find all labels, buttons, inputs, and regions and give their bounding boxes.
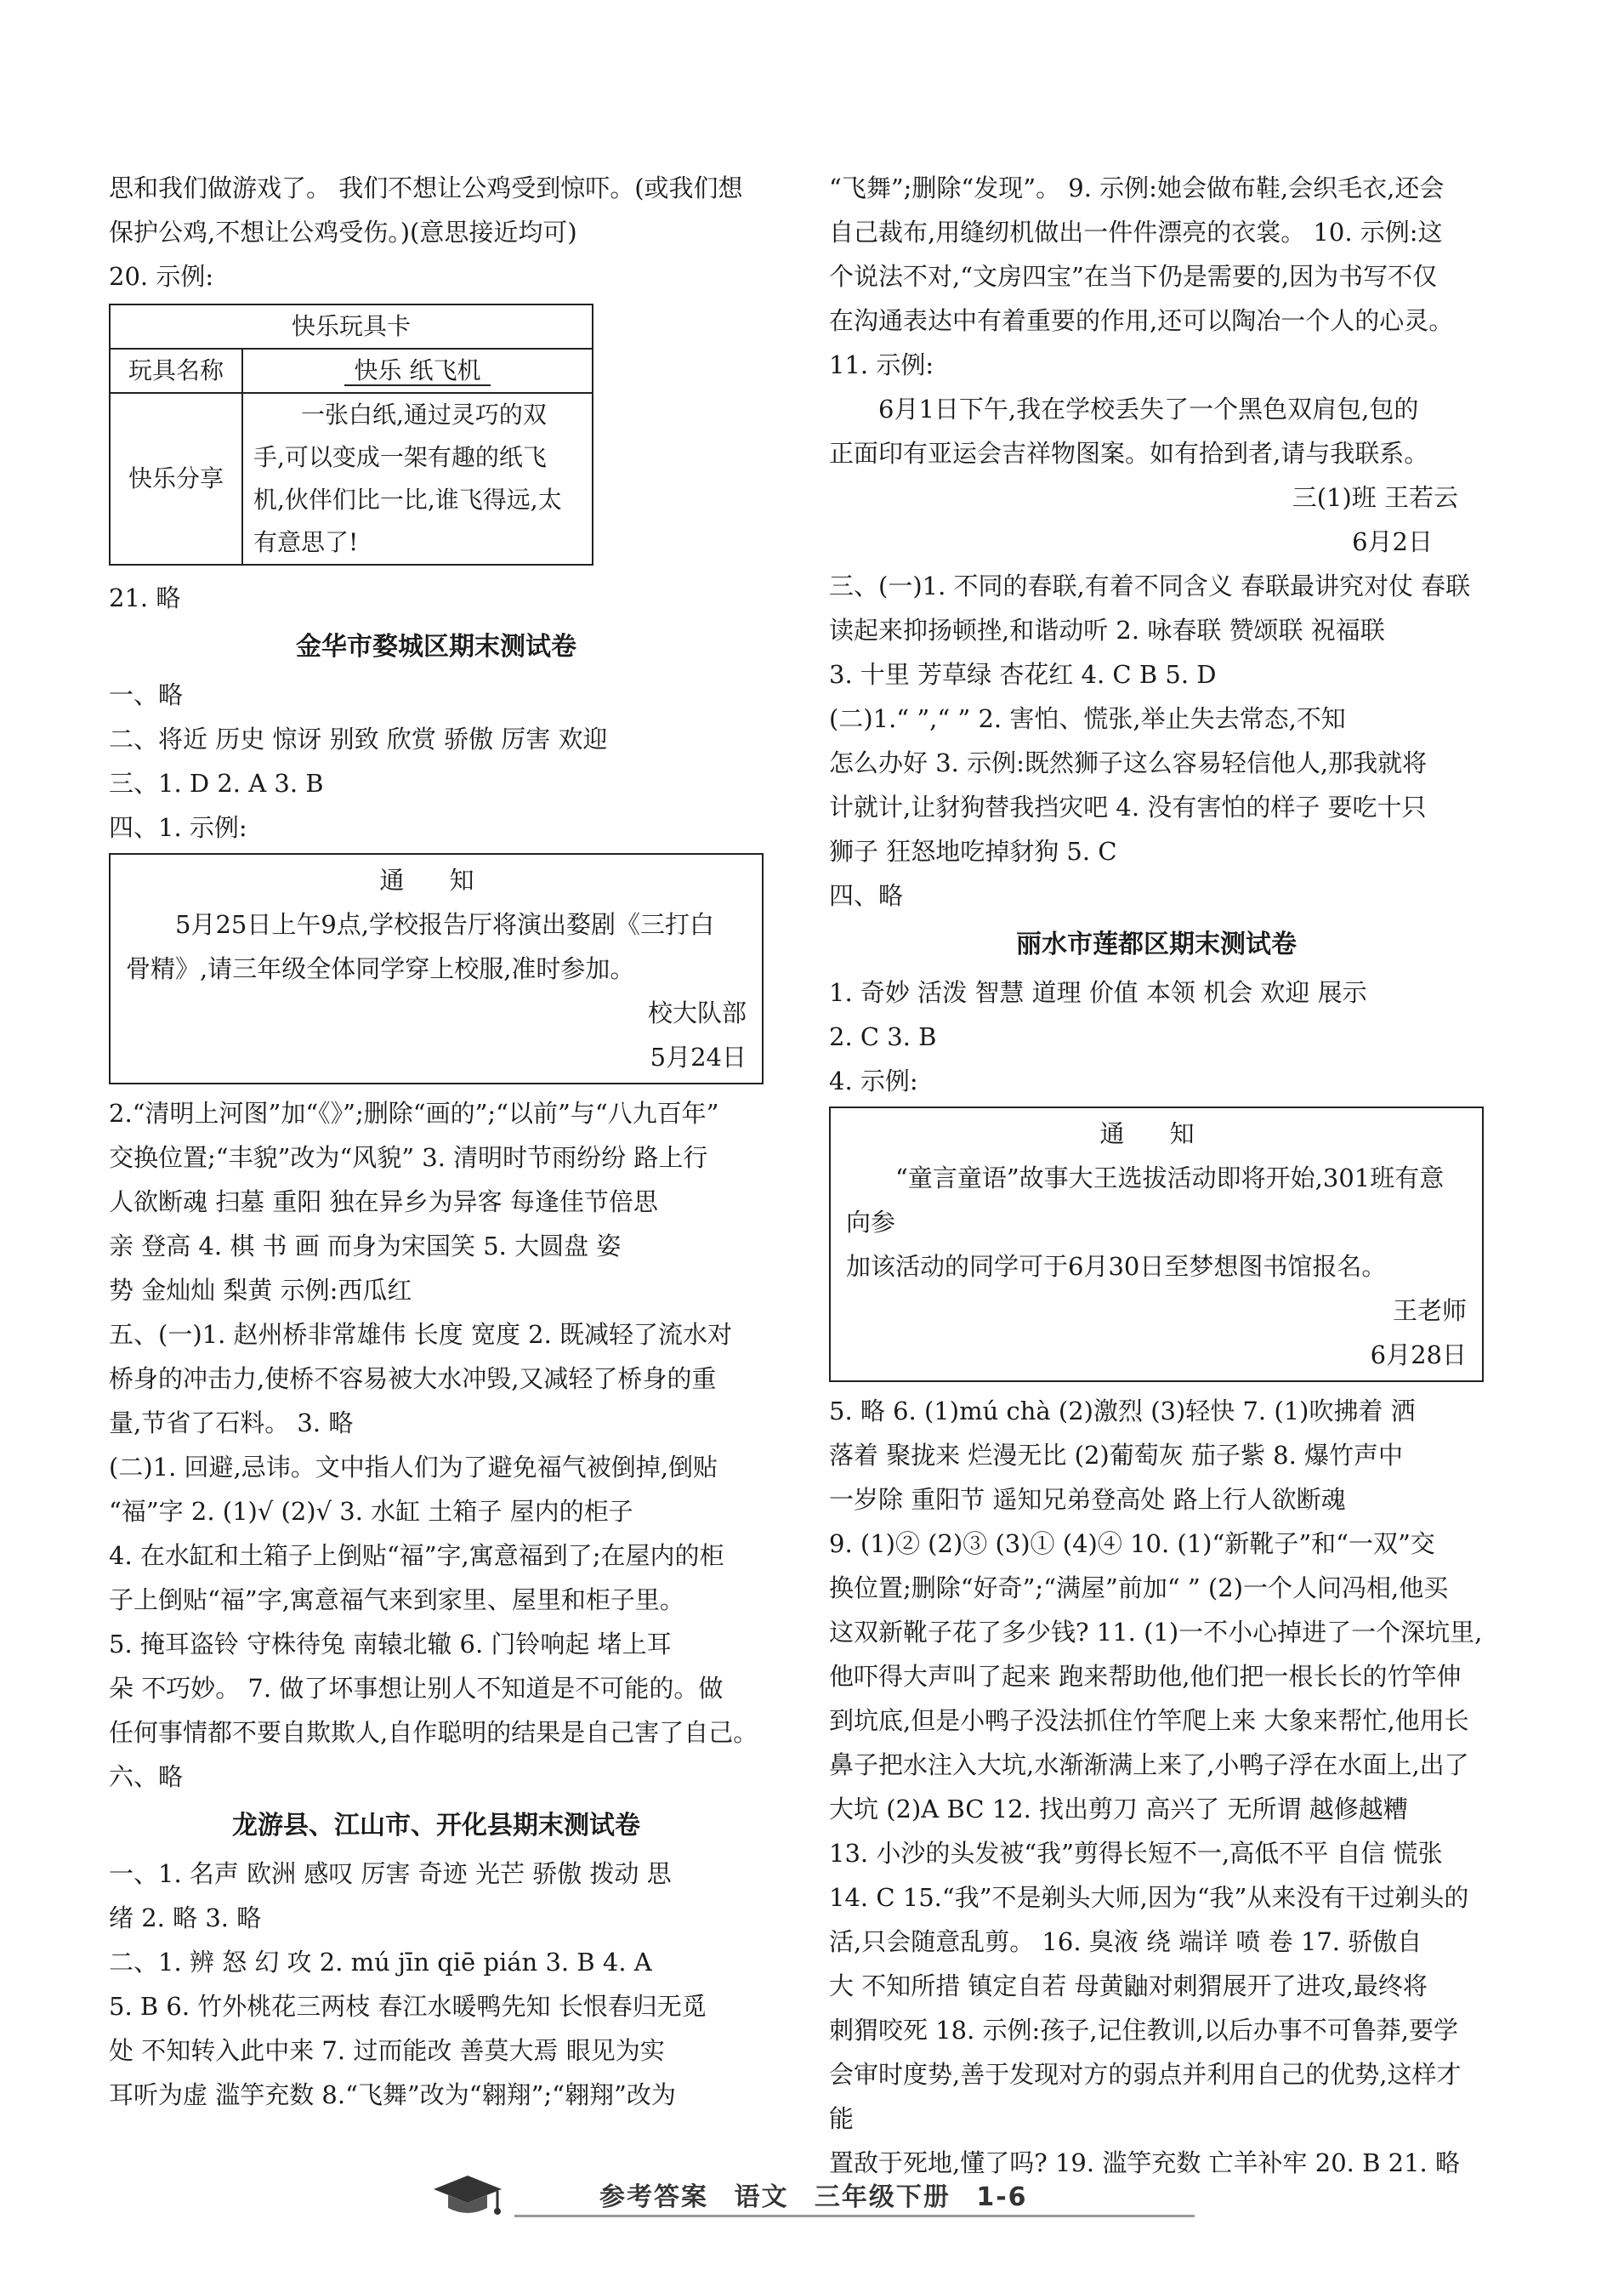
text-line: 到坑底,但是小鸭子没法抓住竹竿爬上来 大象来帮忙,他用长 [829, 1706, 1469, 1735]
page-number: 1-6 [976, 2182, 1028, 2212]
lost-notice-body: 6月1日下午,我在学校丢失了一个黑色双肩包,包的 [878, 395, 1419, 424]
notice-date: 6月28日 [1370, 1340, 1467, 1369]
question-11: 11. 示例: [829, 350, 934, 379]
toy-share-line: 一张白纸,通过灵巧的双 [301, 401, 547, 429]
text-line: 2. C 3. B [829, 1022, 937, 1051]
text-line: 子上倒贴“福”字,寓意福气来到家里、屋里和柜子里。 [109, 1585, 684, 1614]
text-line: 鼻子把水注入大坑,水渐渐满上来了,小鸭子浮在水面上,出了 [829, 1750, 1469, 1779]
footer-subject: 语文 [734, 2182, 789, 2212]
text-line: 任何事情都不要自欺欺人,自作聪明的结果是自己害了自己。 [109, 1718, 758, 1747]
text-line: 5. 掩耳盗铃 守株待兔 南辕北辙 6. 门铃响起 堵上耳 [109, 1630, 672, 1658]
text-line: 自己裁布,用缝纫机做出一件件漂亮的衣裳。 10. 示例:这 [829, 218, 1443, 247]
text-line: 三、(一)1. 不同的春联,有着不同含义 春联最讲究对仗 春联 [829, 572, 1471, 600]
toy-card-table [109, 304, 593, 566]
toy-share-line: 机,伙伴们比一比,谁飞得远,太 [253, 486, 562, 514]
footer-grade: 三年级下册 [814, 2182, 951, 2212]
text-line: 5. 略 6. (1)mú chà (2)激烈 (3)轻快 7. (1)吹拂着 洒 [829, 1397, 1416, 1425]
lost-notice-body: 正面印有亚运会吉祥物图案。如有拾到者,请与我联系。 [829, 439, 1429, 468]
section-heading: 龙游县、江山市、开化县期末测试卷 [232, 1811, 640, 1840]
text-line: 刺猬咬死 18. 示例:孩子,记住教训,以后办事不可鲁莽,要学 [829, 2016, 1458, 2045]
text-line: 他吓得大声叫了起来 跑来帮助他,他们把一根长长的竹竿伸 [829, 1662, 1462, 1691]
section-heading: 金华市婺城区期末测试卷 [296, 632, 576, 662]
text-line: 4. 在水缸和土箱子上倒贴“福”字,寓意福到了;在屋内的柜 [109, 1541, 724, 1570]
notice-box [109, 853, 764, 1084]
text-line: 绪 2. 略 3. 略 [109, 1903, 262, 1932]
text-line: 会审时度势,善于发现对方的弱点并利用自己的优势,这样才能 [829, 2060, 1462, 2133]
text-line: 四、1. 示例: [109, 813, 247, 842]
text-line: 四、略 [829, 881, 904, 910]
text-line: 三、1. D 2. A 3. B [109, 769, 324, 798]
text-line: 桥身的冲击力,使桥不容易被大水冲毁,又减轻了桥身的重 [109, 1364, 717, 1393]
text-line: 一岁除 重阳节 遥知兄弟登高处 路上行人欲断魂 [829, 1485, 1346, 1514]
text-line: 读起来抑扬顿挫,和谐动听 2. 咏春联 赞颂联 祝福联 [829, 616, 1385, 645]
section-heading: 丽水市莲都区期末测试卷 [1016, 930, 1297, 959]
text-line: 五、(一)1. 赵州桥非常雄伟 长度 宽度 2. 既减轻了流水对 [109, 1320, 733, 1349]
text-line: 量,节省了石料。 3. 略 [109, 1408, 354, 1437]
graduation-cap-icon [429, 2170, 506, 2222]
text-line: 大坑 (2)A BC 12. 找出剪刀 高兴了 无所谓 越修越糟 [829, 1795, 1408, 1823]
question-20: 20. 示例: [109, 262, 214, 291]
text-line: 13. 小沙的头发被“我”剪得长短不一,高低不平 自信 慌张 [829, 1839, 1443, 1868]
toy-card-title: 快乐玩具卡 [110, 304, 593, 349]
text-line: 计就计,让豺狗替我挡灾吧 4. 没有害怕的样子 要吃十只 [829, 793, 1427, 822]
text-line: 亲 登高 4. 棋 书 画 而身为宋国笑 5. 大圆盘 姿 [109, 1232, 622, 1260]
text-line: 一、1. 名声 欧洲 感叹 厉害 奇迹 光芒 骄傲 拨动 思 [109, 1859, 672, 1888]
left-column [109, 166, 764, 2117]
text-line: 换位置;删除“好奇”;“满屋”前加“ ” (2)一个人问冯相,他买 [829, 1573, 1449, 1602]
text-line: (二)1.“ ”,“ ” 2. 害怕、慌张,举止失去常态,不知 [829, 704, 1346, 733]
lost-notice-date: 6月2日 [1352, 527, 1433, 556]
text-line: 置敌于死地,懂了吗? 19. 滥竽充数 亡羊补牢 20. B 21. 略 [829, 2148, 1460, 2177]
text-line: 朵 不巧妙。 7. 做了坏事想让别人不知道是不可能的。做 [109, 1674, 724, 1703]
text-line: 落着 聚拢来 烂漫无比 (2)葡萄灰 茄子紫 8. 爆竹声中 [829, 1441, 1404, 1470]
toy-name-value: 快乐 纸飞机 [344, 356, 491, 386]
notice-title: 通 知 [1099, 1119, 1213, 1148]
text-line: 思和我们做游戏了。 我们不想让公鸡受到惊吓。(或我们想 [109, 174, 743, 202]
text-line: 14. C 15.“我”不是剃头大师,因为“我”从来没有干过剃头的 [829, 1883, 1469, 1912]
notice-title: 通 知 [379, 866, 493, 895]
text-line: “福”字 2. (1)√ (2)√ 3. 水缸 土箱子 屋内的柜子 [109, 1497, 633, 1526]
footer-label: 参考答案 [599, 2182, 708, 2212]
notice-body: “童言童语”故事大王选拔活动即将开始,301班有意向参 [846, 1163, 1445, 1237]
question-21: 21. 略 [109, 583, 181, 612]
text-line: 这双新靴子花了多少钱? 11. (1)一不小心掉进了一个深坑里, [829, 1618, 1483, 1647]
notice-signer: 王老师 [1392, 1296, 1467, 1325]
text-line: 9. (1)② (2)③ (3)① (4)④ 10. (1)“新靴子”和“一双”交 [829, 1529, 1435, 1558]
toy-share-label: 快乐分享 [110, 393, 242, 565]
text-line: 大 不知所措 镇定自若 母黄鼬对刺猬展开了进攻,最终将 [829, 1971, 1428, 2000]
text-line: 一、略 [109, 680, 184, 709]
text-line: 5. B 6. 竹外桃花三两枝 春江水暖鸭先知 长恨春归无觅 [109, 1992, 707, 2021]
text-line: 六、略 [109, 1762, 184, 1791]
notice-signer: 校大队部 [647, 998, 747, 1027]
text-line: 个说法不对,“文房四宝”在当下仍是需要的,因为书写不仅 [829, 262, 1438, 291]
text-line: 保护公鸡,不想让公鸡受伤。)(意思接近均可) [109, 218, 577, 247]
text-line: 交换位置;“丰貌”改为“风貌” 3. 清明时节雨纷纷 路上行 [109, 1143, 708, 1172]
notice-date: 5月24日 [650, 1043, 747, 1072]
text-line: 活,只会随意乱剪。 16. 臭液 绕 端详 喷 卷 17. 骄傲自 [829, 1927, 1422, 1956]
page-footer [429, 2176, 1195, 2227]
text-line: 4. 示例: [829, 1067, 918, 1095]
text-line: 耳听为虚 滥竽充数 8.“飞舞”改为“翱翔”;“翱翔”改为 [109, 2080, 676, 2109]
text-line: “飞舞”;删除“发现”。 9. 示例:她会做布鞋,会织毛衣,还会 [829, 174, 1445, 202]
text-line: 二、1. 辨 怒 幻 攻 2. mú jīn qiē pián 3. B 4. A [109, 1948, 652, 1977]
text-line: 3. 十里 芳草绿 杏花红 4. C B 5. D [829, 660, 1217, 689]
text-line: 狮子 狂怒地吃掉豺狗 5. C [829, 837, 1117, 866]
toy-share-line: 手,可以变成一架有趣的纸飞 [253, 443, 547, 471]
text-line: 人欲断魂 扫墓 重阳 独在异乡为异客 每逢佳节倍思 [109, 1187, 658, 1216]
notice-body: 加该活动的同学可于6月30日至梦想图书馆报名。 [846, 1252, 1387, 1281]
text-line: 势 金灿灿 梨黄 示例:西瓜红 [109, 1276, 412, 1305]
right-column [829, 166, 1484, 2185]
notice-body: 5月25日上午9点,学校报告厅将演出婺剧《三打白 [175, 910, 715, 939]
text-line: 处 不知转入此中来 7. 过而能改 善莫大焉 眼见为实 [109, 2036, 665, 2065]
text-line: 怎么办好 3. 示例:既然狮子这么容易轻信他人,那我就将 [829, 748, 1428, 777]
text-line: 在沟通表达中有着重要的作用,还可以陶冶一个人的心灵。 [829, 306, 1454, 335]
footer-text [599, 2176, 1043, 2213]
toy-share-line: 有意思了! [253, 528, 359, 556]
notice-box [829, 1107, 1484, 1382]
text-line: (二)1. 回避,忌讳。文中指人们为了避免福气被倒掉,倒贴 [109, 1453, 718, 1482]
notice-body: 骨精》,请三年级全体同学穿上校服,准时参加。 [126, 954, 635, 983]
lost-notice-signer: 三(1)班 王若云 [1292, 483, 1458, 512]
text-line: 1. 奇妙 活泼 智慧 道理 价值 本领 机会 欢迎 展示 [829, 978, 1367, 1007]
footer-rule [514, 2215, 1195, 2217]
text-line: 2.“清明上河图”加“《》”;删除“画的”;“以前”与“八九百年” [109, 1099, 719, 1128]
toy-name-label: 玩具名称 [110, 349, 242, 393]
text-line: 二、将近 历史 惊讶 别致 欣赏 骄傲 厉害 欢迎 [109, 725, 608, 754]
